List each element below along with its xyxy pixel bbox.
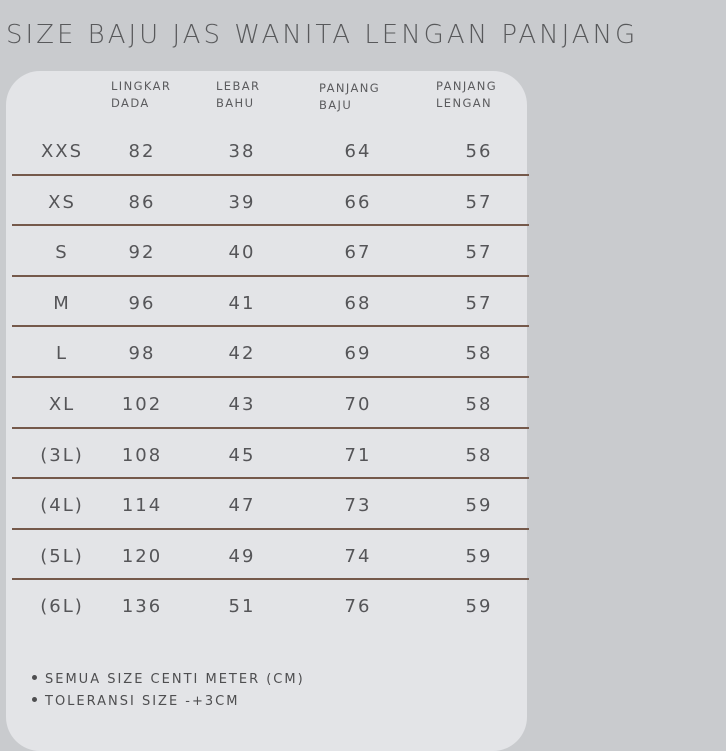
cell-panjang-baju: 71 [344,444,372,466]
cell-size: (4L) [40,495,84,517]
size-chart-card [6,71,527,751]
cell-panjang-lengan: 59 [465,596,493,618]
cell-lebar-bahu: 47 [228,495,256,517]
table-row [6,328,527,379]
cell-size: M [53,292,71,314]
row-divider [12,325,529,327]
cell-size: XL [48,394,76,415]
table-row [6,177,527,228]
cell-lingkar-dada: 108 [121,444,163,466]
header-lingkar-dada: LINGKAR DADA [111,79,172,110]
cell-panjang-baju: 67 [344,242,372,264]
cell-panjang-lengan: 58 [465,343,493,365]
cell-size: L [55,343,69,365]
row-divider [12,275,529,277]
cell-lebar-bahu: 51 [228,596,256,618]
cell-size: (6L) [40,596,84,618]
cell-panjang-lengan: 58 [465,444,493,466]
cell-lebar-bahu: 40 [228,242,256,264]
table-row [6,581,527,632]
cell-size: (3L) [40,444,84,466]
cell-size: XS [48,191,76,213]
cell-lingkar-dada: 92 [128,242,156,264]
cell-size: XXS [40,141,84,162]
table-row [6,126,527,177]
table-row [6,227,527,278]
cell-lingkar-dada: 82 [128,141,156,162]
cell-panjang-lengan: 59 [465,495,493,517]
note-text: TOLERANSI SIZE -+3CM [45,694,240,709]
cell-panjang-baju: 68 [344,292,372,314]
row-divider [12,224,529,226]
note-item [32,691,305,713]
cell-lingkar-dada: 98 [128,343,156,365]
row-divider [12,174,529,176]
table-row [6,278,527,329]
cell-panjang-lengan: 59 [465,545,493,567]
note-text: SEMUA SIZE CENTI METER (CM) [45,672,305,687]
cell-lingkar-dada: 136 [121,596,163,618]
bullet-icon [32,697,37,702]
header-panjang-lengan: PANJANG LENGAN [436,79,498,110]
cell-lebar-bahu: 38 [228,141,256,162]
cell-panjang-baju: 76 [344,596,372,618]
table-row [6,531,527,582]
cell-panjang-baju: 73 [344,495,372,517]
table-row [6,430,527,481]
cell-panjang-baju: 74 [344,545,372,567]
table-row [6,480,527,531]
cell-lingkar-dada: 96 [128,292,156,314]
bullet-icon [32,675,37,680]
cell-panjang-lengan: 56 [465,141,493,162]
cell-panjang-lengan: 58 [465,394,493,415]
cell-size: S [55,242,69,264]
cell-panjang-lengan: 57 [465,191,493,213]
cell-lebar-bahu: 42 [228,343,256,365]
cell-lebar-bahu: 43 [228,394,256,415]
row-divider [12,528,529,530]
cell-size: (5L) [40,545,84,567]
cell-lingkar-dada: 86 [128,191,156,213]
row-divider [12,427,529,429]
cell-lingkar-dada: 102 [121,394,163,415]
cell-lebar-bahu: 41 [228,292,256,314]
cell-panjang-lengan: 57 [465,292,493,314]
page-title: SIZE BAJU JAS WANITA LENGAN PANJANG [6,20,639,50]
header-lebar-bahu: LEBAR BAHU [216,79,261,110]
cell-lebar-bahu: 39 [228,191,256,213]
cell-panjang-baju: 64 [344,141,372,162]
cell-panjang-baju: 69 [344,343,372,365]
cell-lebar-bahu: 45 [228,444,256,466]
table-row [6,379,527,430]
row-divider [12,376,529,378]
cell-panjang-baju: 70 [344,394,372,415]
note-item [32,669,305,691]
row-divider [12,578,529,580]
cell-lingkar-dada: 120 [121,545,163,567]
cell-panjang-lengan: 57 [465,242,493,264]
row-divider [12,477,529,479]
notes [32,669,305,713]
cell-lebar-bahu: 49 [228,545,256,567]
header-panjang-baju: PANJANG BAJU [319,81,381,112]
cell-lingkar-dada: 114 [121,495,163,517]
cell-panjang-baju: 66 [344,191,372,213]
